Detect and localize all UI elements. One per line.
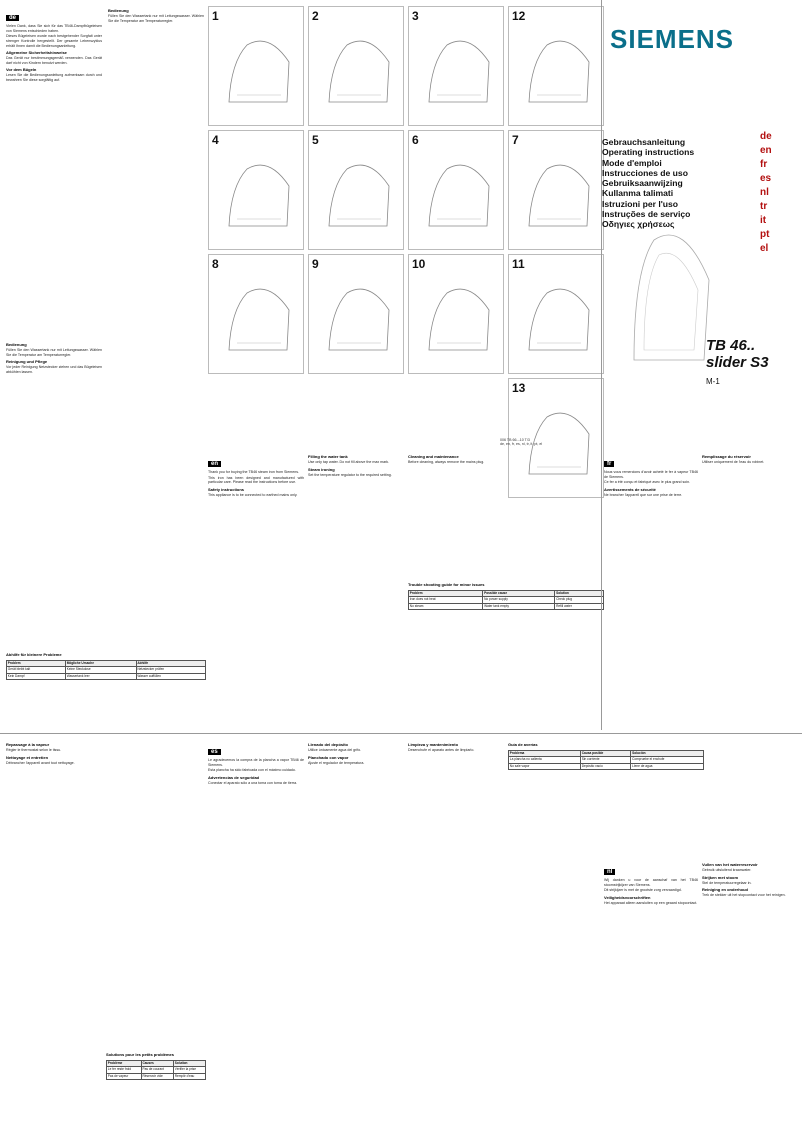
de-th-problem: Problem <box>7 661 66 667</box>
de-cell: Wassertank leer <box>65 673 136 679</box>
english-table-block <box>408 580 604 680</box>
lang-pt: pt <box>760 229 770 240</box>
de-th-remedy: Abhilfe <box>136 661 205 667</box>
language-tag-de: de <box>6 15 19 21</box>
de-cell: Netzstecker prüfen <box>136 667 205 673</box>
en-th-problem: Problem <box>409 591 483 597</box>
iron-step-icon <box>509 131 605 251</box>
german-column-3 <box>108 6 204 336</box>
fr-cell: Réservoir vide <box>141 1073 173 1079</box>
fr-filling-text: Utiliser uniquement de l'eau du robinet. <box>702 460 765 464</box>
table-row <box>509 763 704 769</box>
step-panel <box>308 254 404 374</box>
doc-code-line-1: 006 TB 66..-10 T/3 <box>500 438 530 442</box>
step-panel <box>408 6 504 126</box>
cover-title-nl: Gebruiksaanwijzing <box>602 178 683 189</box>
lang-en: en <box>760 145 772 156</box>
en-heading-steam: Steam ironing <box>308 466 335 472</box>
en-cell: Check plug <box>555 597 604 603</box>
de-cell: Gerät bleibt kalt <box>7 667 66 673</box>
de-heading-operation: Bedienung <box>6 342 27 347</box>
en-cleaning-text: Before cleaning, always remove the mains plug. <box>408 460 485 464</box>
es-cell: No sale vapor <box>509 763 581 769</box>
en-th-solution: Solution <box>555 591 604 597</box>
fr-heading-cleaning: Nettoyage et entretien <box>6 754 49 760</box>
language-list <box>760 130 800 256</box>
german-column-2 <box>6 340 102 640</box>
de-heading-cleaning: Reinigung und Pflege <box>6 359 48 365</box>
es-safety-text: Conectar el aparato sólo a una toma con toma de tierra. <box>208 780 298 785</box>
step-panel <box>508 130 604 250</box>
es-cell: Depósito vacío <box>580 763 630 769</box>
french-column-1 <box>604 452 698 722</box>
step-panel <box>308 130 404 250</box>
de-table-title: Abhilfe für kleinere Probleme <box>6 652 62 657</box>
es-heading-steam: Planchado con vapor <box>308 754 349 760</box>
iron-step-icon <box>409 255 505 375</box>
step-number: 10 <box>412 257 426 271</box>
step-number: 5 <box>312 133 319 147</box>
fr-heading-filling: Remplissage du réservoir <box>702 454 751 459</box>
es-intro-2: Esta plancha ha sido fabricada con el máximo cuidado. <box>208 768 296 773</box>
fr-cell: Remplir d'eau <box>173 1073 205 1079</box>
es-filling-text: Utilice únicamente agua del grifo. <box>308 748 362 752</box>
en-th-cause: Possible cause <box>483 591 555 597</box>
lang-nl: nl <box>760 187 769 198</box>
doc-code <box>500 438 542 446</box>
de-before-text: Lesen Sie die Bedienungsanleitung aufmerksam durch und bewahren Sie diese sorgfältig auf. <box>6 73 102 82</box>
cover-title-de: Gebrauchsanleitung <box>602 137 686 147</box>
english-column-2 <box>308 452 404 672</box>
en-cell: Iron does not heat <box>409 597 483 603</box>
de-operation-text-2: Füllen Sie den Wassertank nur mit Leitungswasser. Wählen Sie die Temperatur am Temperaturregler. <box>108 14 204 23</box>
page-divider-horizontal <box>0 733 802 734</box>
nl-heading-filling: Vullen van het waterreservoir <box>702 862 758 867</box>
iron-step-icon <box>309 131 405 251</box>
iron-step-icon <box>309 255 405 375</box>
de-intro-2: Dieses Bügeleisen wurde nach bestgehender Sorgfalt unter strenger Kontrolle hergestellt. Der gesamte Lebenszyklus erhält Ihnen damit die Bedienungsanleitung. <box>6 34 102 48</box>
de-heading-before: Vor dem Bügeln <box>6 67 37 73</box>
step-panel <box>408 254 504 374</box>
lang-fr: fr <box>760 159 768 170</box>
step-panel <box>208 130 304 250</box>
nl-heading-cleaning: Reiniging en onderhoud <box>702 887 748 893</box>
step-panel <box>208 6 304 126</box>
dutch-column-2 <box>702 860 796 1125</box>
nl-steam-text: Stel de temperatuurregelaar in. <box>702 880 752 885</box>
fr-safety-text: Ne brancher l'appareil que sur une prise de terre. <box>604 492 683 497</box>
spanish-table-block <box>508 740 704 840</box>
de-intro: Vielen Dank, dass Sie sich für das TB46-Dampfbügeleisen von Siemens entschieden haben. <box>6 24 102 33</box>
fr-th-cause: Causes <box>141 1061 173 1067</box>
de-th-cause: Mögliche Ursache <box>65 661 136 667</box>
de-cleaning-text: Vor jeder Reinigung Netzstecker ziehen und das Bügeleisen abkühlen lassen. <box>6 365 102 374</box>
es-heading-cleaning: Limpieza y mantenimiento <box>408 742 459 747</box>
es-heading-safety: Advertencias de seguridad <box>208 774 260 780</box>
fr-intro-2: Ce fer a été conçu et fabriqué avec le plus grand soin. <box>604 480 691 485</box>
lang-es: es <box>760 173 772 184</box>
model-number: TB 46.. <box>706 337 756 354</box>
de-cell: Kein Dampf <box>7 673 66 679</box>
de-heading-operation-2: Bedienung <box>108 8 129 13</box>
fr-heading-steam: Repassage à la vapeur <box>6 742 50 747</box>
iron-step-icon <box>209 255 305 375</box>
step-number: 7 <box>512 133 519 147</box>
iron-step-icon <box>209 131 305 251</box>
en-intro: Thank you for buying the TB46 steam iron from Siemens. <box>208 470 300 474</box>
iron-step-icon <box>509 7 605 127</box>
fr-cleaning-text: Débrancher l'appareil avant tout nettoyage. <box>6 760 75 765</box>
cover-title-fr: Mode d'emploi <box>602 157 662 168</box>
table-row <box>7 673 206 679</box>
french-column-3 <box>6 740 102 1040</box>
nl-heading-safety: Veiligheidsvoorschriften <box>604 894 651 900</box>
nl-heading-steam: Strijken met stoom <box>702 874 739 880</box>
nl-intro-2: Dit strijkijzer is met de grootste zorg vervaardigd. <box>604 888 682 893</box>
fr-troubleshoot-table <box>106 1060 206 1080</box>
french-table-block <box>106 1050 206 1130</box>
german-table-block <box>6 650 206 730</box>
step-number: 13 <box>512 381 526 395</box>
en-intro-2: This iron has been designed and manufactured with particular care. Please read the instructions before use. <box>208 475 304 485</box>
step-panel <box>408 130 504 250</box>
dutch-column-1 <box>604 860 698 1125</box>
nl-filling-text: Gebruik uitsluitend kraanwater. <box>702 868 752 872</box>
fr-cell: Pas de courant <box>141 1067 173 1073</box>
french-column-2 <box>702 452 796 722</box>
cover-title-es: Instrucciones de uso <box>602 167 688 178</box>
iron-step-icon <box>209 7 305 127</box>
cover-title-it: Istruzioni per l'uso <box>602 198 679 209</box>
step-number: 4 <box>212 133 219 147</box>
spanish-column-2 <box>308 740 404 1120</box>
step-number: 8 <box>212 257 219 271</box>
fr-cell: Pas de vapeur <box>107 1073 142 1079</box>
es-th-problem: Problema <box>509 751 581 757</box>
step-number: 2 <box>312 9 319 23</box>
step-panel <box>308 6 404 126</box>
en-heading-filling: Filling the water tank <box>308 454 348 459</box>
en-heading-cleaning: Cleaning and maintenance <box>408 454 459 459</box>
step-number: 6 <box>412 133 419 147</box>
iron-step-icon <box>309 7 405 127</box>
en-troubleshoot-table <box>408 590 604 610</box>
step-number: 12 <box>512 9 526 23</box>
es-cell: Compruebe el enchufe <box>631 757 704 763</box>
model-block <box>706 337 796 386</box>
iron-step-icon <box>409 7 505 127</box>
es-intro: Le agradecemos la compra de la plancha a vapor TB46 de Siemens. <box>208 758 304 767</box>
step-number: 9 <box>312 257 319 271</box>
fr-cell: Vérifier la prise <box>173 1067 205 1073</box>
english-column-1 <box>208 452 304 672</box>
en-table-title: Trouble shooting guide for minor issues <box>408 582 485 587</box>
lang-tr: tr <box>760 201 768 212</box>
de-troubleshoot-table <box>6 660 206 680</box>
fr-cell: Le fer reste froid <box>107 1067 142 1073</box>
cover-title-pt: Instruções de serviço <box>602 209 691 220</box>
en-heading-safety: Safety instructions <box>208 486 245 492</box>
lang-el: el <box>760 243 769 254</box>
es-cell: Sin corriente <box>580 757 630 763</box>
fr-th-solution: Solution <box>173 1061 205 1067</box>
step-panel <box>508 254 604 374</box>
fr-table-title: Solutions pour les petits problèmes <box>106 1052 175 1057</box>
nl-cleaning-text: Trek de stekker uit het stopcontact voor het reinigen. <box>702 893 786 898</box>
fr-intro: Nous vous remercions d'avoir acheté le fer à vapeur TB46 de Siemens. <box>604 470 698 479</box>
fr-heading-safety: Avertissements de sécurité <box>604 486 656 492</box>
page-divider-vertical <box>601 0 602 730</box>
en-safety-text: This appliance is to be connected to earthed mains only. <box>208 492 298 497</box>
lang-de: de <box>760 131 772 142</box>
en-cell: No power supply <box>483 597 555 603</box>
step-panel <box>208 254 304 374</box>
es-heading-filling: Llenado del depósito <box>308 742 349 747</box>
spanish-column-1 <box>208 740 304 1120</box>
de-cell: Wasser auffüllen <box>136 673 205 679</box>
de-operation-text: Füllen Sie den Wassertank nur mit Leitungswasser. Wählen Sie die Temperatur am Temperaturregler. <box>6 348 102 357</box>
step-panel <box>508 6 604 126</box>
es-troubleshoot-table <box>508 750 704 770</box>
table-row <box>107 1073 206 1079</box>
cover-title-tr: Kullanma talimati <box>602 188 674 199</box>
en-cell: Water tank empty <box>483 603 555 609</box>
es-cell: La plancha no calienta <box>509 757 581 763</box>
cover-title-el: Οδηγιες χρήσεως <box>602 219 675 230</box>
cover-title-en: Operating instructions <box>602 147 695 158</box>
es-steam-text: Ajuste el regulador de temperatura. <box>308 760 365 765</box>
spanish-column-3 <box>408 740 504 1120</box>
step-number: 11 <box>512 257 525 271</box>
language-tag-fr: fr <box>604 461 614 467</box>
en-cell: Refill water <box>555 603 604 609</box>
es-table-title: Guía de averías <box>508 742 538 747</box>
en-steam-text: Set the temperature regulator to the required setting. <box>308 472 392 477</box>
table-row <box>409 603 604 609</box>
es-cell: Llene de agua <box>631 763 704 769</box>
fr-steam-text: Régler le thermostat selon le tissu. <box>6 748 62 752</box>
iron-step-icon <box>409 131 505 251</box>
lang-it: it <box>760 215 767 226</box>
es-cleaning-text: Desenchufe el aparato antes de limpiarlo. <box>408 748 475 752</box>
de-safety-text: Das Gerät nur bestimmungsgemäß verwenden. Das Gerät darf nicht von Kindern benutzt werden. <box>6 56 102 65</box>
de-cell: Keine Steckdose <box>65 667 136 673</box>
nl-safety-text: Het apparaat alleen aansluiten op een geaard stopcontact. <box>604 900 698 905</box>
en-filling-text: Use only tap water. Do not fill above the max mark. <box>308 460 390 464</box>
step-number: 1 <box>212 9 219 23</box>
es-th-solution: Solución <box>631 751 704 757</box>
language-tag-nl: nl <box>604 869 615 875</box>
german-column-1 <box>6 6 102 336</box>
doc-code-line-2: de, en, fr, es, nl, tr, it, pt, el <box>500 442 543 446</box>
model-series: slider S3 <box>706 354 769 371</box>
brand-logo: SIEMENS <box>610 24 735 54</box>
es-th-cause: Causa posible <box>580 751 630 757</box>
step-number: 3 <box>412 9 419 23</box>
nl-intro: Wij danken u voor de aanschaf van het TB46 stoomstrijkijzer van Siemens. <box>604 878 698 887</box>
en-cell: No steam <box>409 603 483 609</box>
language-tag-es: es <box>208 749 221 755</box>
de-heading-safety: Allgemeine Sicherheitshinweise <box>6 50 67 56</box>
language-tag-en: en <box>208 461 221 467</box>
model-code: M-1 <box>706 377 720 386</box>
iron-step-icon <box>509 255 605 375</box>
fr-th-problem: Problème <box>107 1061 142 1067</box>
